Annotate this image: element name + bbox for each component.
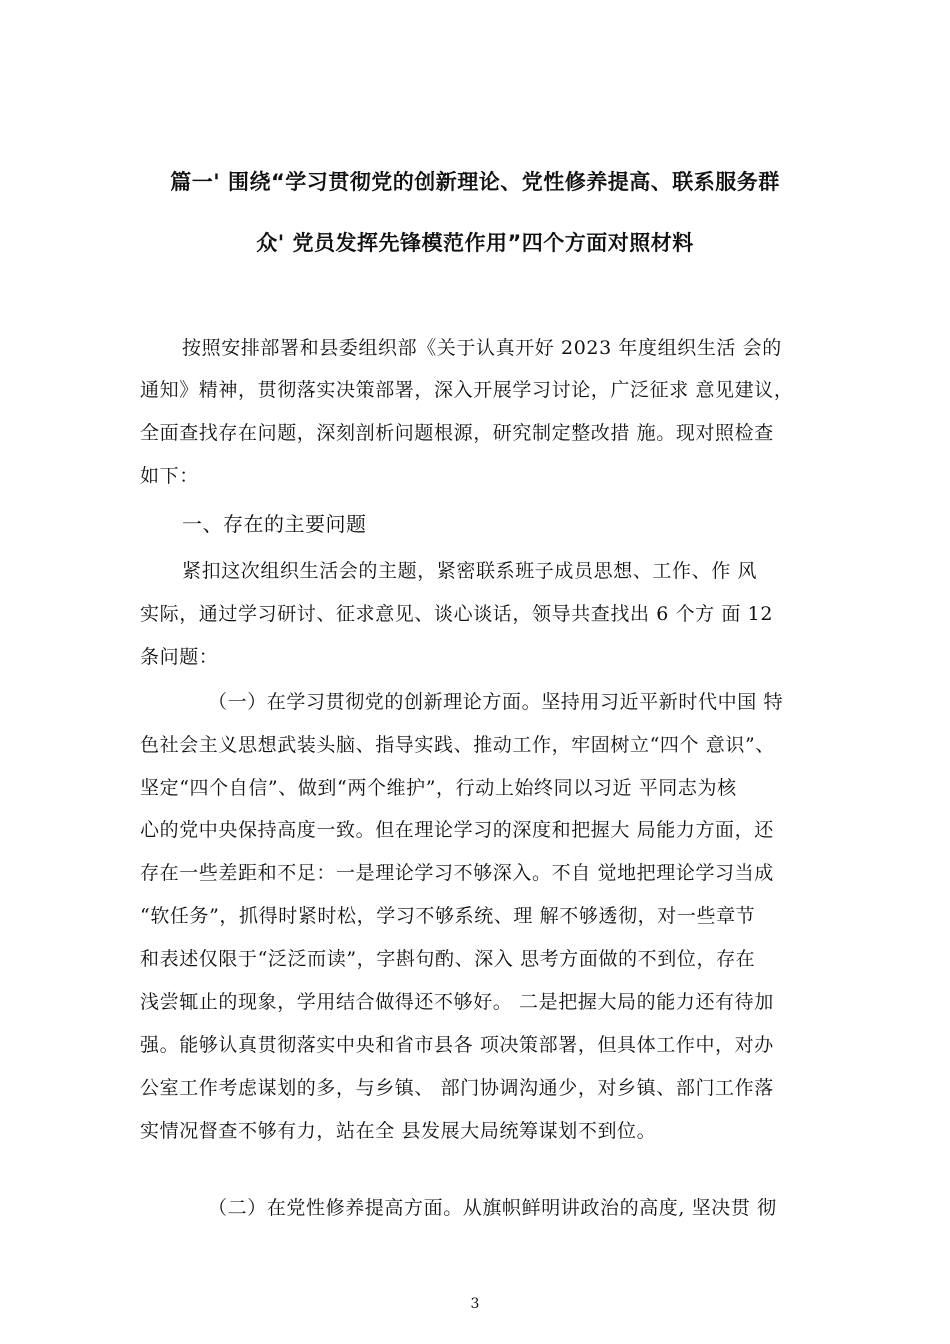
item1-line-7: 和表述仅限于“泛泛而读”，字斟句酌、深入 思考方面做的不到位，存在: [140, 948, 756, 970]
intro-line-4: 如下：: [140, 465, 199, 487]
item1-line-9: 强。能够认真贯彻落实中央和省市县各 项决策部署，但具体工作中，对办: [140, 1034, 774, 1056]
item1-line-11: 实情况督查不够有力，站在全 县发展大局统筹谋划不到位。: [140, 1120, 657, 1142]
intro-line-3: 全面查找存在问题，深刻剖析问题根源，研究制定整改措 施。现对照检查: [140, 422, 774, 444]
page-number: 3: [470, 1296, 480, 1312]
section-intro-line-2: 实际，通过学习研讨、征求意见、谈心谈话，领导共查找出 6 个方 面 12: [140, 603, 774, 625]
item2-line-1: （二）在党性修养提高方面。从旗帜鲜明讲政治的高度, 坚决贯 彻: [208, 1197, 777, 1219]
item1-line-5: 存在一些差距和不足：一是理论学习不够深入。不自 觉地把理论学习当成: [140, 862, 774, 884]
item1-line-3: 坚定“四个自信”、做到“两个维护”，行动上始终同以习近 平同志为核: [140, 777, 737, 799]
document-title-line-2: 众' 党员发挥先锋模范作用”四个方面对照材料: [256, 231, 694, 255]
item1-line-10: 公室工作考虑谋划的多，与乡镇、 部门协调沟通少，对乡镇、部门工作落: [140, 1077, 774, 1099]
item1-line-4: 心的党中央保持高度一致。但在理论学习的深度和把握大 局能力方面，还: [140, 819, 774, 841]
document-title-line-1: 篇一' 围绕“学习贯彻党的创新理论、党性修养提高、联系服务群: [170, 170, 780, 194]
section-heading-main-problems: 一、存在的主要问题: [182, 512, 367, 536]
item1-line-2: 色社会主义思想武装头脑、指导实践、推动工作，牢固树立“四个 意识”、: [140, 734, 775, 756]
intro-line-2: 通知》精神，贯彻落实决策部署，深入开展学习讨论，广泛征求 意见建议，: [140, 379, 794, 401]
item1-line-1: （一）在学习贯彻党的创新理论方面。坚持用习近平新时代中国 特: [208, 691, 784, 713]
intro-line-1: 按照安排部署和县委组织部《关于认真开好 2023 年度组织生活 会的: [182, 337, 782, 359]
section-intro-line-1: 紧扣这次组织生活会的主题，紧密联系班子成员思想、工作、作 风: [182, 560, 758, 582]
item1-line-8: 浅尝辄止的现象，学用结合做得还不够好。 二是把握大局的能力还有待加: [140, 991, 774, 1013]
section-intro-line-3: 条问题：: [140, 646, 219, 668]
item1-line-6: “软任务”，抓得时紧时松，学习不够系统、理 解不够透彻，对一些章节: [140, 905, 756, 927]
